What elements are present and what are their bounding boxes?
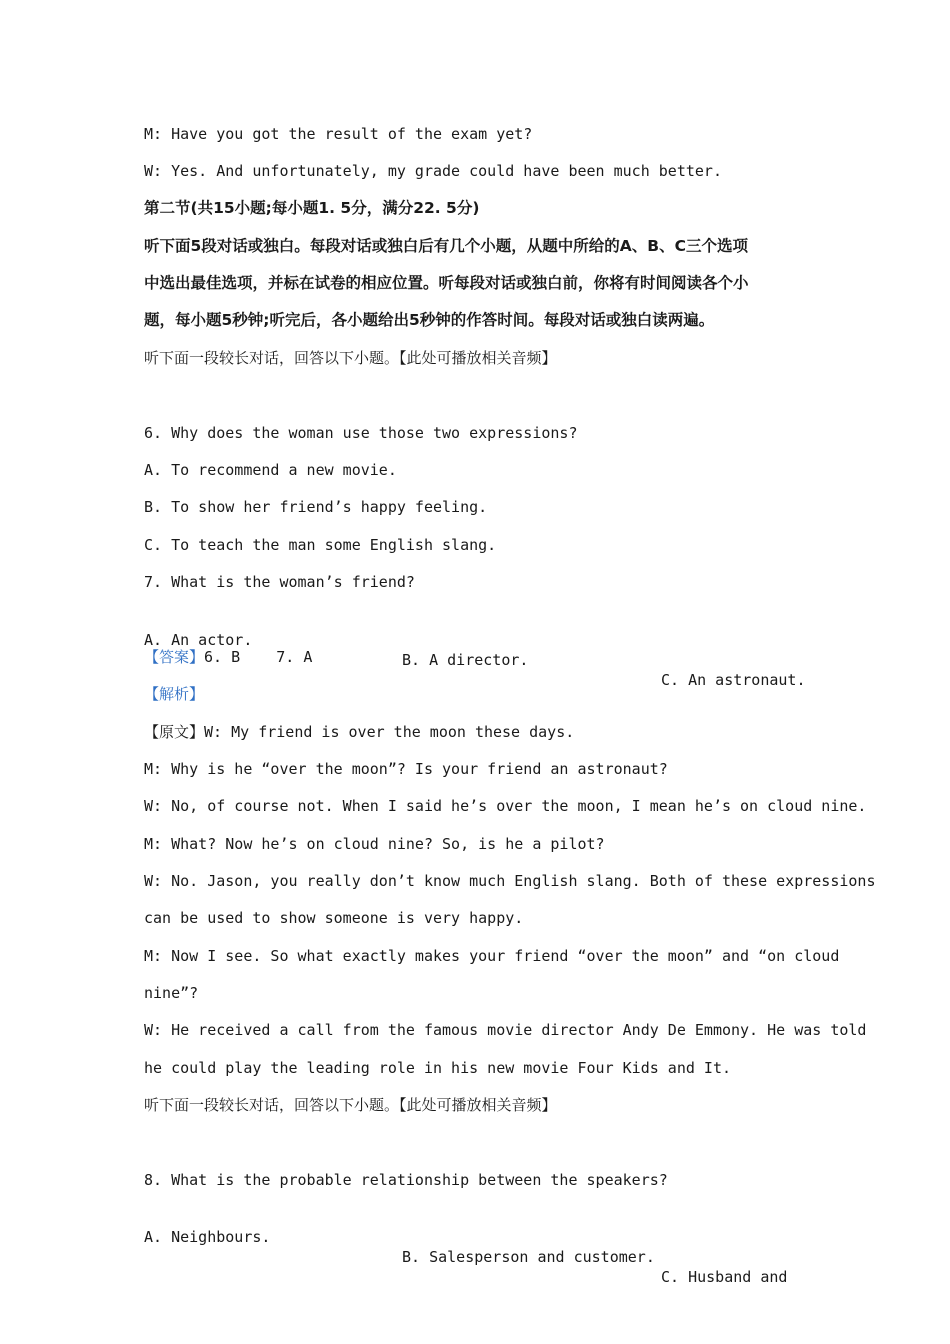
question-7: 7. What is the woman’s friend? (144, 573, 415, 591)
analysis-line (144, 684, 204, 704)
transcript-line: M: Why is he “over the moon”? Is your friend an astronaut? (144, 760, 668, 778)
option-8b: B. Salesperson and customer. (402, 1248, 655, 1266)
transcript-line (144, 722, 574, 742)
transcript-text: W: My friend is over the moon these days. (204, 723, 575, 741)
transcript-line: W: He received a call from the famous movie director Andy De Emmony. He was told (144, 1021, 867, 1039)
listen-prompt: 听下面一段较长对话，回答以下小题。【此处可播放相关音频】 (144, 1096, 557, 1114)
instruction-line: 中选出最佳选项，并标在试卷的相应位置。听每段对话或独白前，你将有时间阅读各个小 (144, 274, 749, 292)
question-6: 6. Why does the woman use those two expressions? (144, 424, 578, 442)
listen-prompt: 听下面一段较长对话，回答以下小题。【此处可播放相关音频】 (144, 349, 557, 367)
option-7a: A. An actor. (144, 631, 253, 649)
analysis-tag: 【解析】 (144, 685, 205, 703)
transcript-line: nine”? (144, 984, 199, 1002)
instruction-line: 听下面5段对话或独白。每段对话或独白后有几个小题，从题中所给的A、B、C三个选项 (144, 237, 748, 255)
transcript-line: he could play the leading role in his new movie Four Kids and It. (144, 1059, 731, 1077)
transcript-line: M: Now I see. So what exactly makes your friend “over the moon” and “on cloud (144, 947, 840, 965)
original-tag: 【原文】 (144, 723, 205, 741)
option-7c: C. An astronaut. (661, 671, 806, 689)
option-8c: C. Husband and (661, 1268, 788, 1286)
transcript-line: W: No, of course not. When I said he’s over the moon, I mean he’s on cloud nine. (144, 797, 867, 815)
option-6b: B. To show her friend’s happy feeling. (144, 498, 488, 516)
options-row-8 (144, 1207, 788, 1307)
option-6a: A. To recommend a new movie. (144, 461, 397, 479)
option-7b: B. A director. (402, 651, 529, 669)
question-8: 8. What is the probable relationship between the speakers? (144, 1171, 668, 1189)
answer-tag: 【答案】 (144, 648, 205, 666)
option-6c: C. To teach the man some English slang. (144, 536, 497, 554)
section-header: 第二节(共15小题;每小题1. 5分，满分22. 5分) (144, 199, 480, 217)
answer-line (144, 647, 312, 667)
answer-text: 6. B 7. A (204, 648, 313, 666)
instruction-line: 题，每小题5秒钟;听完后，各小题给出5秒钟的作答时间。每段对话或独白读两遍。 (144, 311, 715, 329)
dialogue-line: W: Yes. And unfortunately, my grade could have been much better. (144, 162, 722, 180)
dialogue-line: M: Have you got the result of the exam yet? (144, 125, 533, 143)
option-8a: A. Neighbours. (144, 1228, 271, 1246)
transcript-line: M: What? Now he’s on cloud nine? So, is he a pilot? (144, 835, 605, 853)
transcript-line: W: No. Jason, you really don’t know much English slang. Both of these expressions (144, 872, 876, 890)
transcript-line: can be used to show someone is very happy. (144, 909, 524, 927)
